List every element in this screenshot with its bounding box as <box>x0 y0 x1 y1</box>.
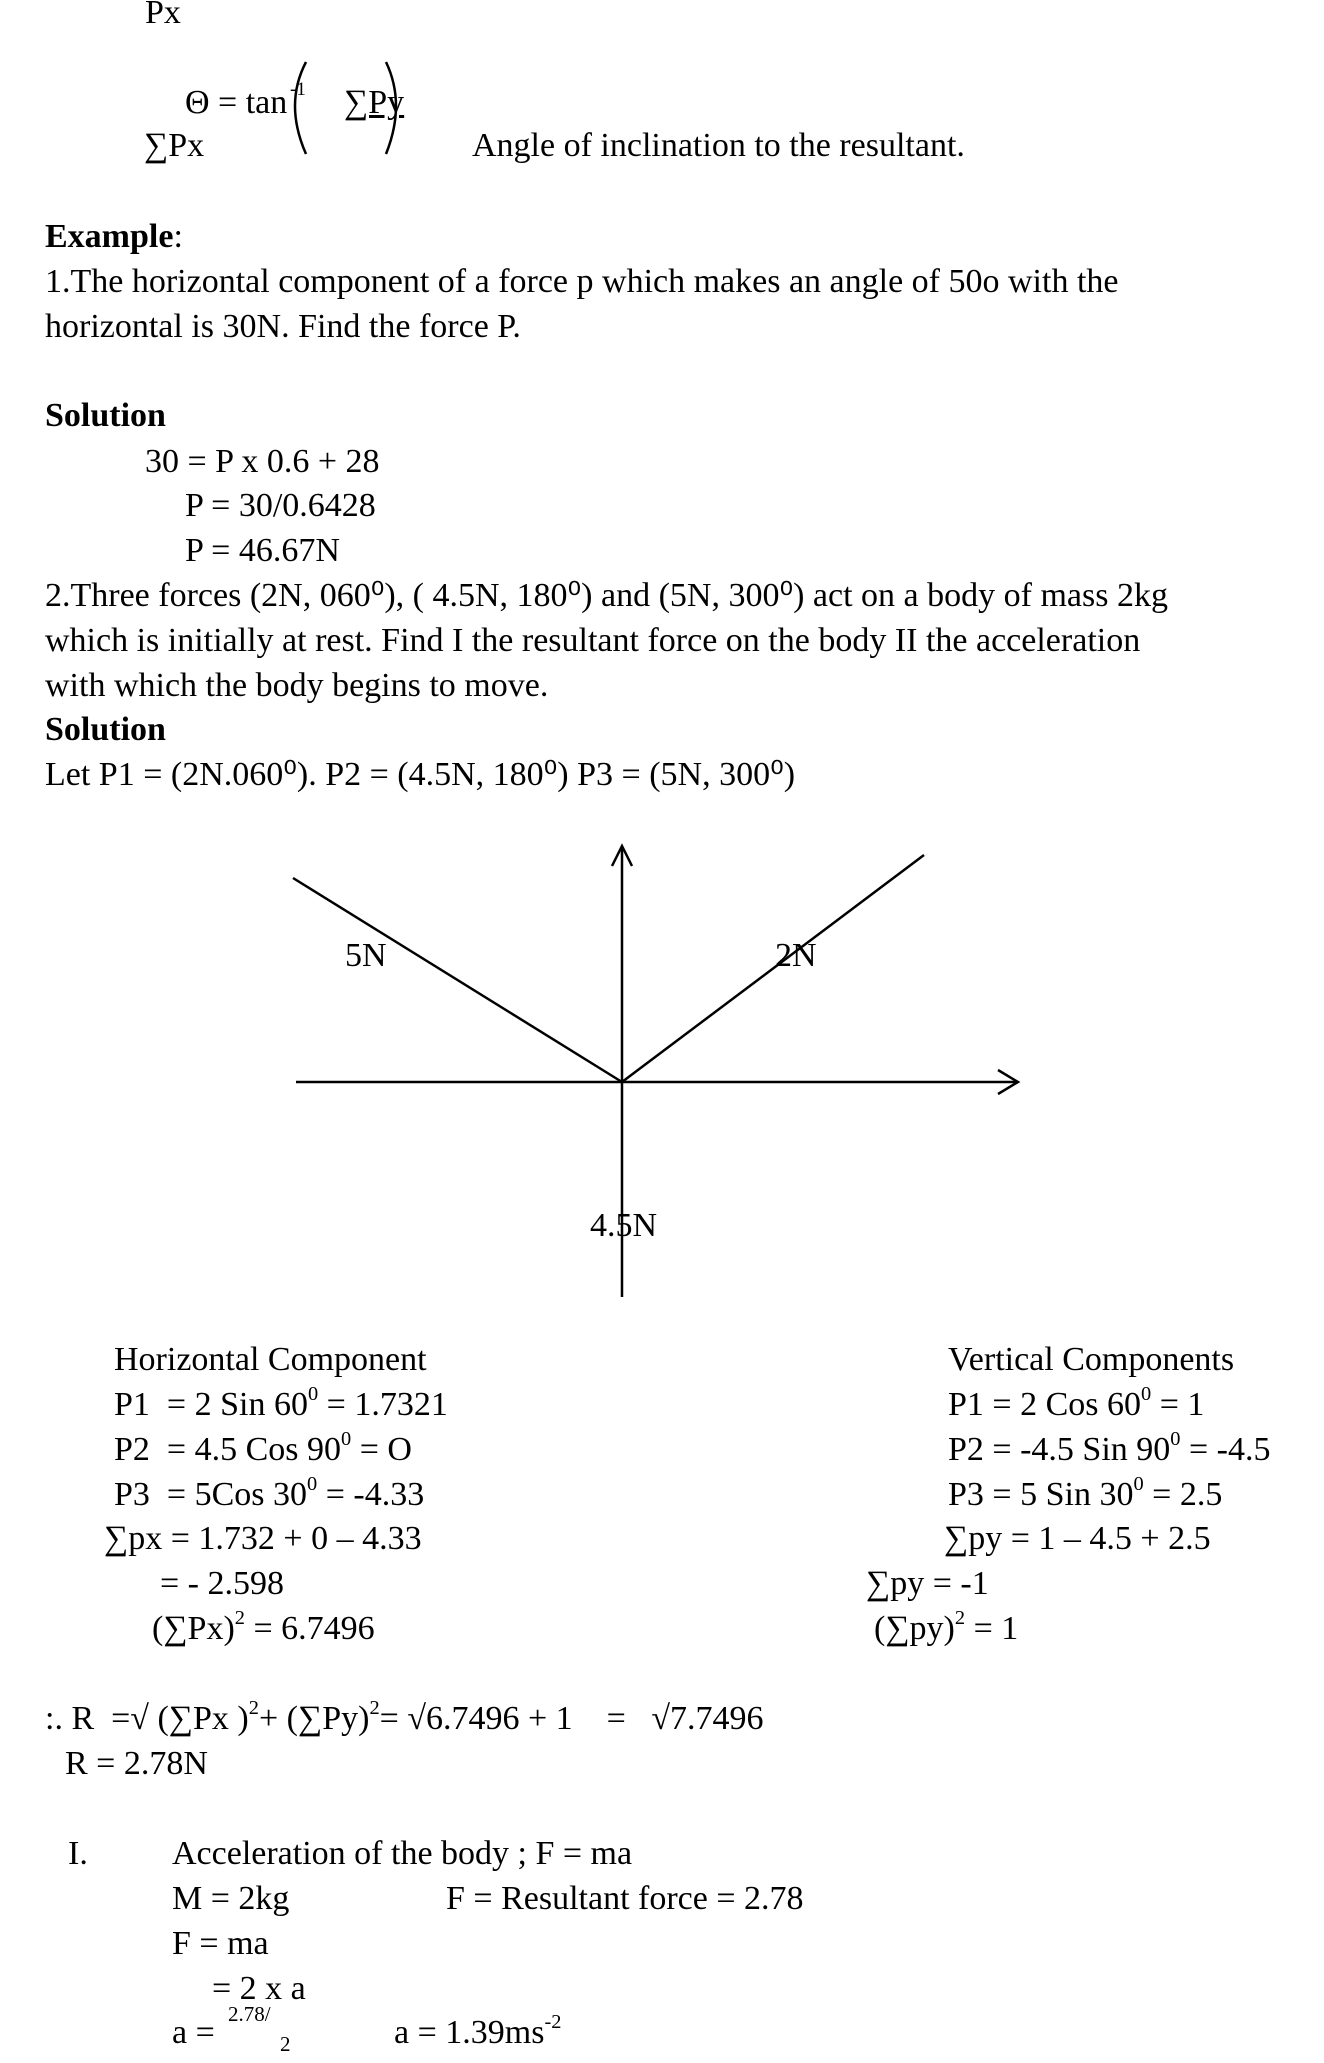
horizontal-line-1: P1 = 2 Sin $60^0 = 1.7321$ <box>114 1382 448 1423</box>
accel-times: = 2 x a <box>212 1970 306 2007</box>
accel-line-1: Acceleration of the body ; F = ma <box>172 1835 633 1872</box>
vertical-line-4: ∑py = 1 – 4.5 + 2.5 <box>944 1520 1211 1557</box>
label-2n: 2N <box>775 937 817 974</box>
accel-frac-den: 2 <box>280 2032 291 2056</box>
formula-theta: Θ = tan <box>185 84 288 121</box>
horizontal-line-6: $(\sum Px)^2 = 6.7496$ <box>152 1606 375 1647</box>
accel-result <box>394 2010 562 2051</box>
q1-line1: 1.The horizontal component of a force p which makes an angle of 50o with the <box>45 263 1119 300</box>
q2-line3: with which the body begins to move. <box>45 667 549 704</box>
accel-resultant-force: F = Resultant force = 2.78 <box>446 1880 804 1917</box>
sol1-line1: 30 = P x 0.6 + 28 <box>145 443 380 480</box>
force-5n-line <box>293 878 622 1082</box>
sol1-line2: P = 30/0.6428 <box>185 487 376 524</box>
vertical-line-2: P2 = -4.5 Sin $90^0 = -4.5$ <box>948 1427 1271 1468</box>
solution-heading-1: Solution <box>45 397 166 434</box>
example-colon: : <box>173 218 183 255</box>
formula-numerator: ∑Py <box>344 84 405 121</box>
horizontal-line-5: = - 2.598 <box>160 1565 284 1602</box>
formula-exponent: -1 <box>290 79 306 100</box>
q2-line1: 2.Three forces (2N, 060⁰), ( 4.5N, 180⁰) and (5N, 300⁰) act on a body of mass 2kg <box>45 577 1168 614</box>
force-2n-line <box>622 855 924 1082</box>
accel-a-eq: a = <box>172 2014 215 2051</box>
horizontal-line-2: P2 = 4.5 Cos $90^0 = O$ <box>114 1427 412 1468</box>
q1-line2: horizontal is 30N. Find the force P. <box>45 308 521 345</box>
q2-line2: which is initially at rest. Find I the resultant force on the body II the acceleration <box>45 622 1141 659</box>
top-fragment: Px <box>145 0 181 31</box>
accel-result-exp: -2 <box>544 2010 562 2033</box>
horizontal-line-3: P3 = 5Cos $30^0 = -4.33$ <box>114 1472 425 1513</box>
example-heading: Example <box>45 218 174 255</box>
accel-f-ma: F = ma <box>172 1925 269 1962</box>
vertical-line-5: ∑py = -1 <box>866 1565 989 1602</box>
accel-numeral: I. <box>68 1835 88 1872</box>
resultant-line-1: :. R =√ (∑Px )$^2+ (\sum Py)^2= √6.7496 + 1$ = √7.7496 <box>45 1696 764 1737</box>
formula-denominator: ∑Px <box>144 127 205 164</box>
vertical-line-3: P3 = 5 Sin $30^0 = 2.5$ <box>948 1472 1223 1513</box>
horizontal-line-4: ∑px = 1.732 + 0 – 4.33 <box>104 1520 422 1557</box>
label-4-5n: 4.5N <box>590 1207 658 1244</box>
accel-result-text: a = 1.39ms <box>394 2014 545 2051</box>
let-line: Let P1 = (2N.060⁰). P2 = (4.5N, 180⁰) P3 = (5N, 300⁰) <box>45 756 796 793</box>
vertical-line-1: P1 = 2 Cos $60^0 = 1$ <box>948 1382 1205 1423</box>
label-5n: 5N <box>345 937 387 974</box>
vertical-heading: Vertical Components <box>948 1341 1235 1378</box>
resultant-line-2: R = 2.78N <box>65 1745 208 1782</box>
accel-mass: M = 2kg <box>172 1880 290 1917</box>
sol1-line3: P = 46.67N <box>185 532 340 569</box>
solution-heading-2: Solution <box>45 711 166 748</box>
formula-description: Angle of inclination to the resultant. <box>472 127 965 164</box>
accel-frac-num: 2.78/ <box>228 2002 271 2026</box>
horizontal-heading: Horizontal Component <box>114 1341 427 1378</box>
vertical-line-6: $(\sum py)^2 = 1$ <box>874 1606 1019 1647</box>
